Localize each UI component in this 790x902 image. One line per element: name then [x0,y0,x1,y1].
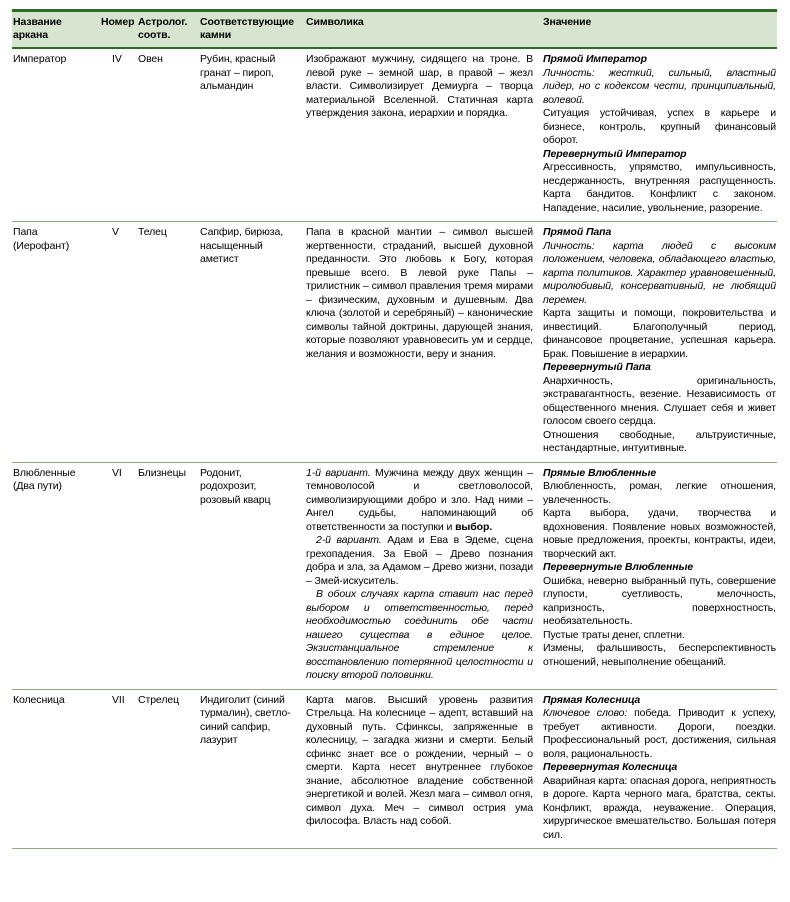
paragraph [543,761,776,775]
text-run: Отношения свободные, альтруистичные, нестандартные, интуитивные. [543,428,776,454]
cell-meaning [542,222,777,463]
header-row [12,11,777,49]
text-run: Ситуация устойчивая, успех в карьере и бизнесе, контроль, крупный финансовый оборот. [543,107,776,146]
table-header [12,11,777,49]
header-number: Номер [100,11,137,49]
text-run: Личность: жесткий, сильный, властный лидер, но с кодексом чести, принципиальный, волевой. [543,66,776,106]
header-astrology: Астролог. соотв. [137,11,199,49]
text-run: Влюбленность, роман, легкие отношения, увлеченность. [543,480,776,506]
paragraph [543,507,776,561]
text-run: Аварийная карта: опасная дорога, неприятность в дороге. Карта черного мага, братства, секты. Конфликт, вражда, неуважение. Операция, хирургическое вмешательство. Большая потеря сил. [543,774,776,841]
cell-stones: Родонит, родохрозит, розовый кварц [199,462,305,689]
cell-astrology: Телец [137,222,199,463]
text-run: Агрессивность, упрямство, импульсивность, несдержанность, внутренняя распущенность. Карта бандитов. Конфликт с законом. Нападение, насилие, увольнение, разорение. [543,161,776,214]
table-body [12,48,777,849]
paragraph [543,575,776,629]
cell-symbolism [305,48,542,222]
table-row [12,689,777,849]
paragraph [543,629,776,643]
text-run: Прямой Папа [543,226,612,238]
tarot-table [12,9,777,849]
text-run: Ошибка, неверно выбранный путь, совершение глупости, суетливость, мелочность, капризность, поверхностность, необязательность. [543,574,776,627]
paragraph [543,148,776,162]
cell-arcana-name: Император [12,48,100,222]
cell-number: V [100,222,137,463]
cell-astrology: Стрелец [137,689,199,849]
text-run: Перевернутый Император [543,147,687,160]
text-run: В обоих случаях карта ставит нас перед выбором и ответственностью, перед необходимостью соединить обе части нашего существа в единое целое. Экзистанциальное стремление к восстановлению потерянной целостности и поиску второй половинки. [306,588,533,681]
text-run: Перевернутые Влюбленные [543,561,694,573]
paragraph [543,226,776,240]
text-run: 1-й вариант. [306,466,376,479]
text-run: Карта выбора, удачи, творчества и вдохновения. Появление новых возможностей, новые предложения, проекты, контракты, идеи, творческий акт. [543,507,776,560]
text-run: Измены, фальшивость, бесперспективность отношений, невыполнение обещаний. [543,642,776,668]
cell-meaning [542,462,777,689]
text-run: Карта защиты и помощи, покровительства и инвестиций. Благополучный период, финансовое процветание, успешная карьера. Брак. Повышение в иерархии. [543,307,776,360]
paragraph [543,240,776,308]
cell-arcana-name: Папа (Иерофант) [12,222,100,463]
cell-number: VII [100,689,137,849]
paragraph [306,534,533,588]
header-meaning: Значение [542,11,777,49]
text-run: Прямой Император [543,53,647,65]
paragraph [543,775,776,843]
paragraph [306,53,533,121]
paragraph [543,707,776,761]
paragraph [543,480,776,507]
paragraph [306,226,533,361]
paragraph [543,307,776,361]
text-run: 2-й вариант. [316,534,388,546]
paragraph [543,429,776,456]
text-run: Личность: карта людей с высоким положением, человека, обладающего властью, карта политиков. Характер уравновешенный, миролюбивый, консервативный, не любящий перемен. [543,239,776,306]
text-run: Прямые Влюбленные [543,466,657,479]
cell-meaning [542,689,777,849]
paragraph [306,588,533,683]
header-symbolism: Символика [305,11,542,49]
text-run: победа. Приводит к успеху, требует активности. Дороги, поездки. Профессиональный рост, достижения, сильная воля, рациональность. [543,707,776,760]
cell-stones: Индиголит (синий турмалин), светло-синий сапфир, лазурит [199,689,305,849]
text-run: выбор. [455,520,493,533]
table-row [12,222,777,463]
text-run: Ключевое слово: [543,707,635,719]
cell-stones: Сапфир, бирюза, насыщенный аметист [199,222,305,463]
cell-number: IV [100,48,137,222]
paragraph [543,361,776,375]
text-run: Перевернутая Колесница [543,761,678,773]
cell-symbolism [305,222,542,463]
cell-meaning [542,48,777,222]
header-stones: Соответствующие камни [199,11,305,49]
paragraph [543,561,776,575]
header-arcana-name: Название аркана [12,11,100,49]
paragraph [543,467,776,481]
text-run: Адам и Ева в Эдеме, сцена грехопадения. За Евой – Древо познания добра и зла, за Адамом – Древо жизни, позади – Змей-искуситель. [306,534,533,587]
text-run: Карта магов. Высший уровень развития Стрельца. На колеснице – адепт, вставший на духовный путь. Сфинксы, запряженные в колесницу, – загадка жизни и смерти. Белый сфинкс знает все о рождении, черный – о смерти. Карта несет внутреннее глубокое знание, абсолютное владение собственной энергетикой и волей. Жезл мага – символ огня, символ духа. Меч – символ острия ума философа. Власть над собой. [306,693,533,827]
cell-symbolism [305,462,542,689]
text-run: Перевернутый Папа [543,361,651,373]
text-run: Мужчина между двух женщин – темноволосой и светловолосой, символизирующими добро и зло. Над ними – Ангел судьбы, напоминающий об ответственности за поступки и [306,466,533,533]
text-run: Изображают мужчину, сидящего на троне. В левой руке – земной шар, в правой – жезл власти. Символизирует Демиурга – творца материальной Вселенной. Статичная карта утверждения закона, иерархии и порядка. [306,53,533,119]
paragraph [543,161,776,215]
cell-astrology: Близнецы [137,462,199,689]
text-run: Анархичность, оригинальность, экстравагантность, везение. Независимость от общественного мнения. Слушает себя и живет голосом своего сердца. [543,374,776,427]
table-row [12,48,777,222]
text-run: Прямая Колесница [543,693,641,706]
cell-arcana-name: Влюбленные (Два пути) [12,462,100,689]
text-run: Папа в красной мантии – символ высшей жертвенности, страданий, высшей духовной преданности. Это любовь к Богу, которая превыше всего. В левой руке Папы – трилистник – символ правления тремя мирами – физическим, духовным и душевным. Два ключа (золотой и серебряный) – канонические символы тайной доктрины, дарующей знания, которые позволяют уравновесить ум и сердце, желания и возможности, веру и знания. [306,226,533,360]
paragraph [543,694,776,708]
cell-number: VI [100,462,137,689]
paragraph [543,642,776,669]
cell-stones: Рубин, красный гранат – пироп, альмандин [199,48,305,222]
cell-astrology: Овен [137,48,199,222]
paragraph [306,694,533,829]
paragraph [543,67,776,108]
table-row [12,462,777,689]
paragraph [543,53,776,67]
paragraph [543,375,776,429]
cell-symbolism [305,689,542,849]
cell-arcana-name: Колесница [12,689,100,849]
text-run: Пустые траты денег, сплетни. [543,628,685,641]
paragraph [306,467,533,535]
paragraph [543,107,776,148]
